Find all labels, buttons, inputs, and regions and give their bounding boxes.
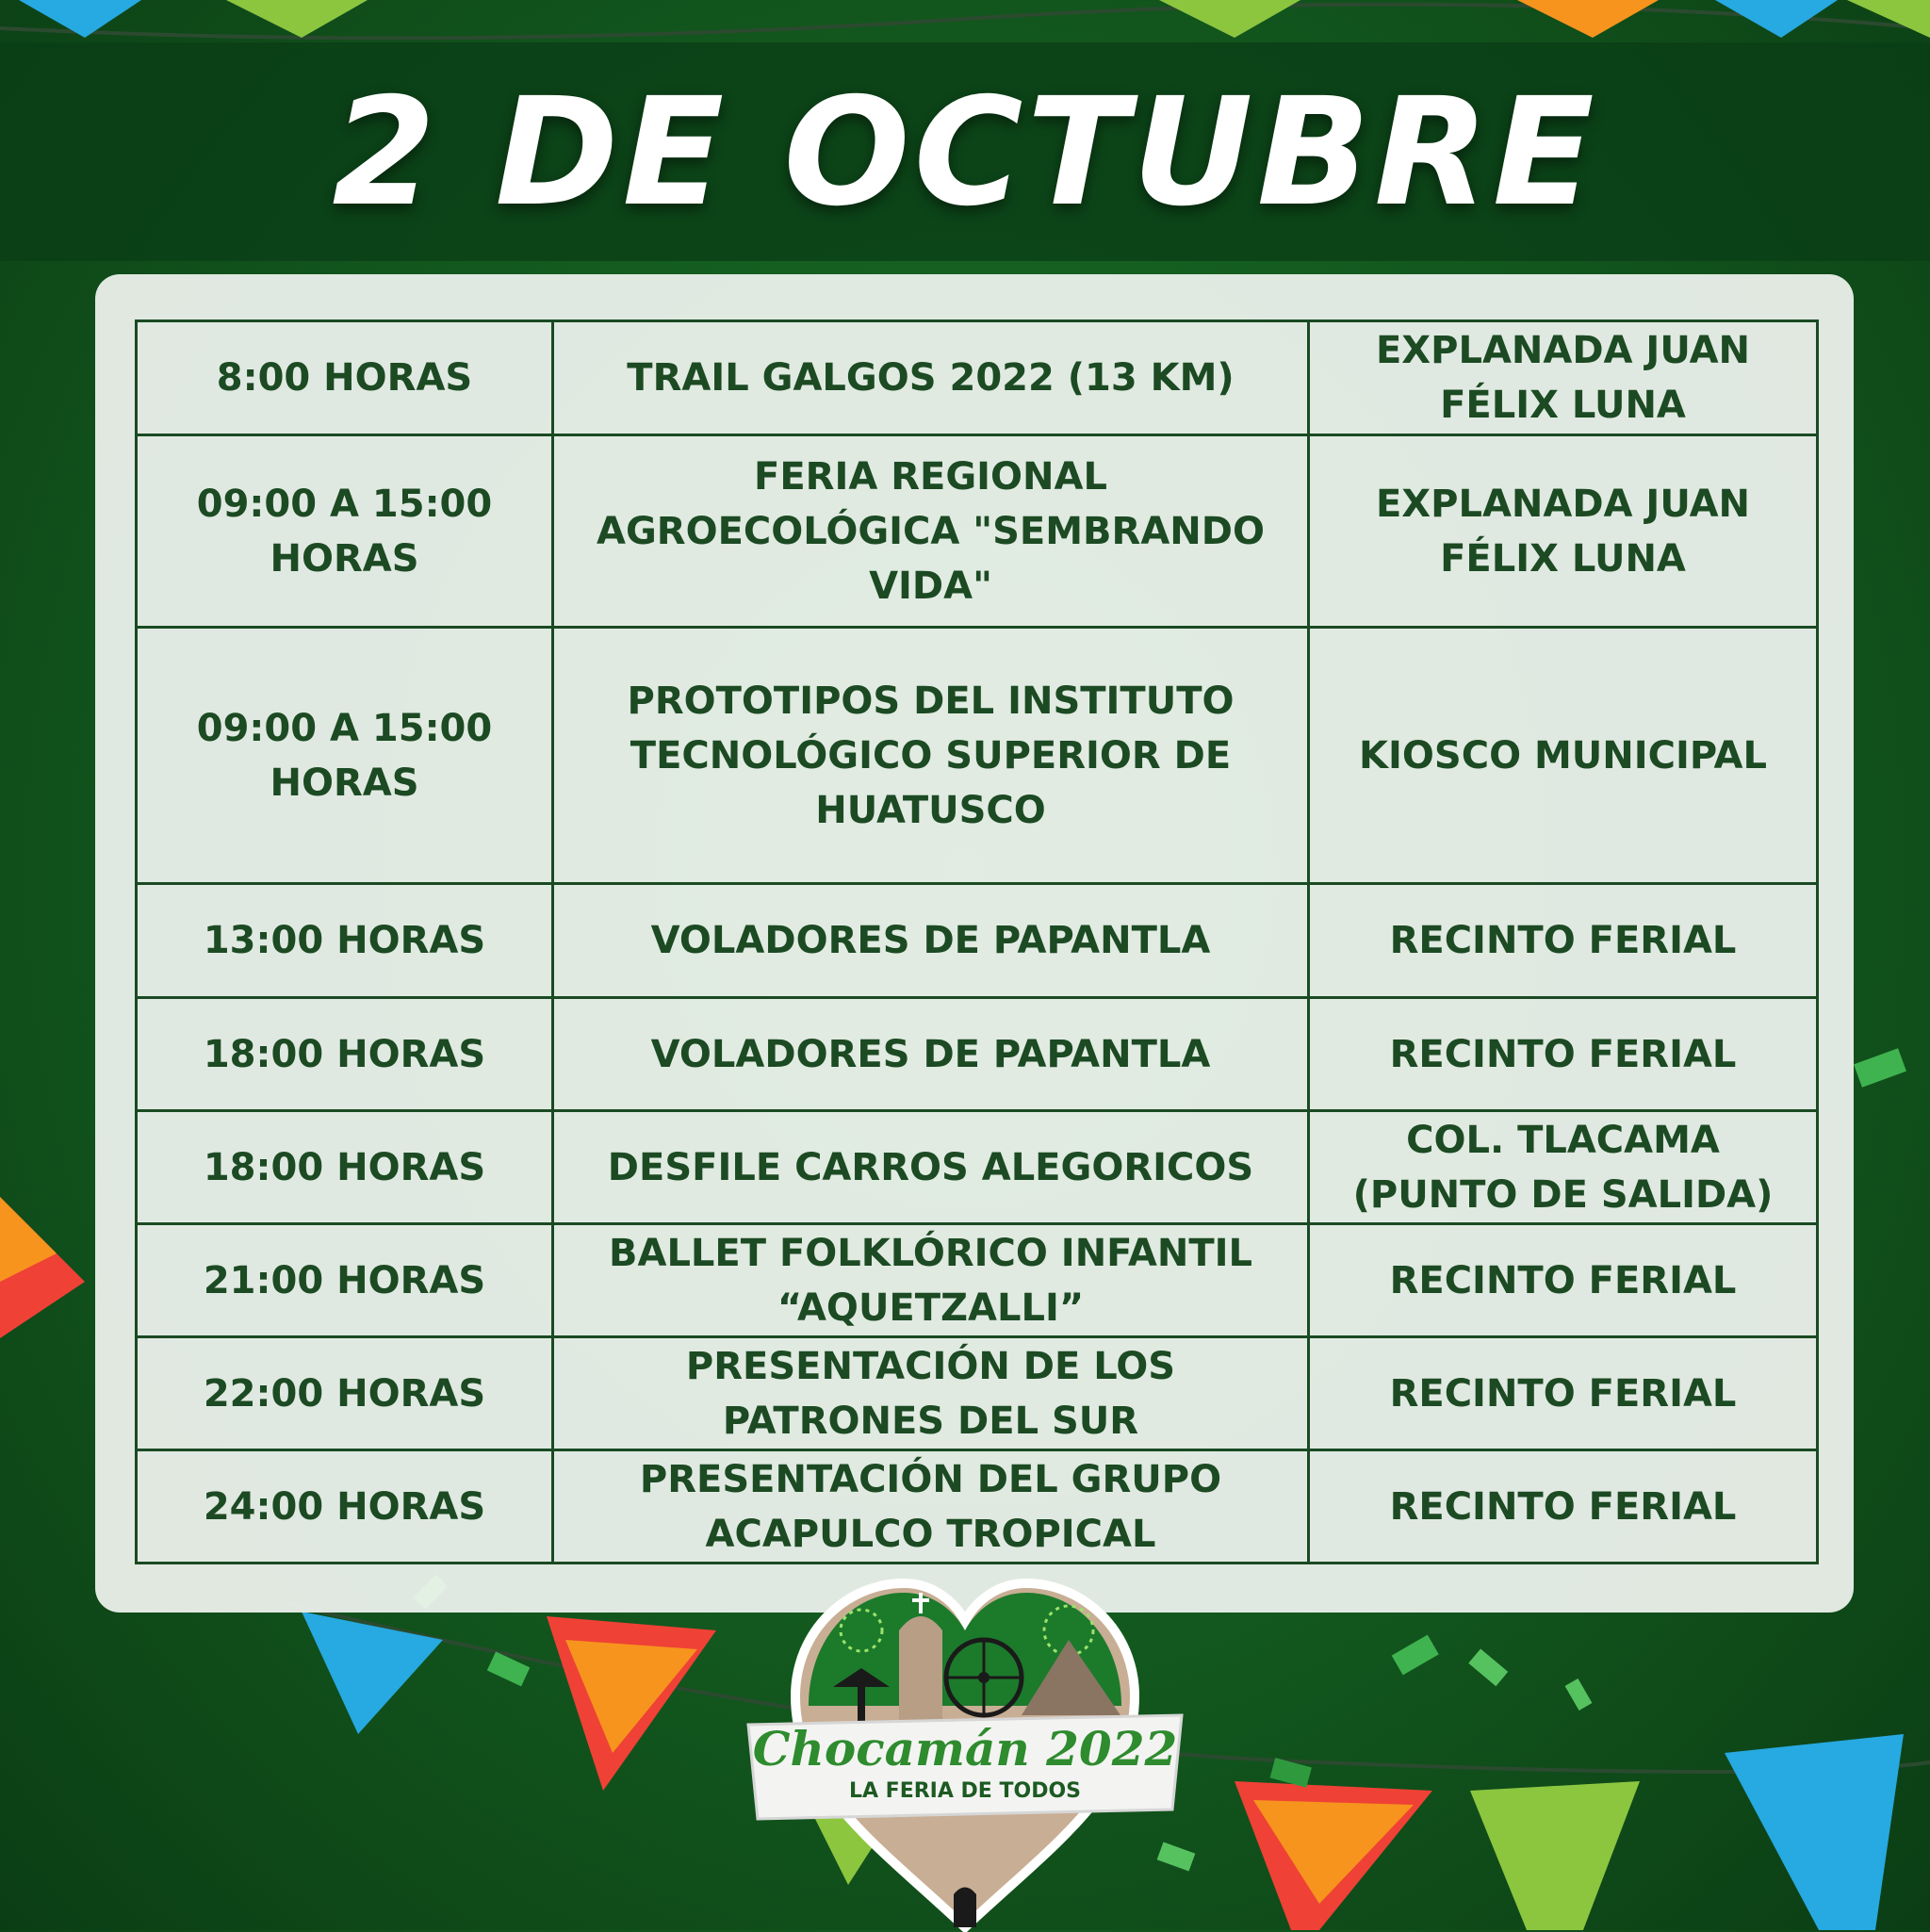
schedule-table <box>135 319 1819 1564</box>
confetti <box>1392 1635 1439 1676</box>
table-row <box>137 321 1818 435</box>
logo-title: Chocamán 2022 <box>752 1721 1178 1776</box>
table-row <box>137 1450 1818 1564</box>
place-cell: RECINTO FERIAL <box>1309 884 1818 998</box>
fair-logo <box>739 1564 1191 1932</box>
table-row <box>137 1337 1818 1450</box>
table-row <box>137 435 1818 628</box>
time-cell: 18:00 HORAS <box>137 998 553 1111</box>
event-cell: PRESENTACIÓN DE LOS PATRONES DEL SUR <box>553 1337 1309 1450</box>
bunting-flag <box>1847 0 1930 38</box>
bunting-flag <box>1159 0 1300 38</box>
time-cell: 21:00 HORAS <box>137 1224 553 1337</box>
table-row <box>137 884 1818 998</box>
confetti <box>1565 1678 1593 1711</box>
place-cell: COL. TLACAMA (PUNTO DE SALIDA) <box>1309 1111 1818 1224</box>
place-cell: RECINTO FERIAL <box>1309 1224 1818 1337</box>
page-title: 2 DE OCTUBRE <box>332 66 1598 239</box>
place-cell: RECINTO FERIAL <box>1309 998 1818 1111</box>
confetti <box>1854 1048 1906 1088</box>
bunting-flag <box>226 0 368 38</box>
table-row <box>137 628 1818 884</box>
event-cell: TRAIL GALGOS 2022 (13 KM) <box>553 321 1309 435</box>
event-cell: FERIA REGIONAL AGROECOLÓGICA "SEMBRANDO VIDA" <box>553 435 1309 628</box>
time-cell: 18:00 HORAS <box>137 1111 553 1224</box>
place-cell: EXPLANADA JUAN FÉLIX LUNA <box>1309 435 1818 628</box>
time-cell: 22:00 HORAS <box>137 1337 553 1450</box>
place-cell: KIOSCO MUNICIPAL <box>1309 628 1818 884</box>
confetti <box>1468 1648 1508 1686</box>
bunting-flag <box>302 1612 443 1734</box>
bunting-flag <box>1470 1781 1640 1930</box>
time-cell: 09:00 A 15:00 HORAS <box>137 628 553 884</box>
time-cell: 13:00 HORAS <box>137 884 553 998</box>
event-cell: PRESENTACIÓN DEL GRUPO ACAPULCO TROPICAL <box>553 1450 1309 1564</box>
table-row <box>137 998 1818 1111</box>
event-cell: PROTOTIPOS DEL INSTITUTO TECNOLÓGICO SUPERIOR DE HUATUSCO <box>553 628 1309 884</box>
table-row <box>137 1224 1818 1337</box>
time-cell: 09:00 A 15:00 HORAS <box>137 435 553 628</box>
place-cell: RECINTO FERIAL <box>1309 1337 1818 1450</box>
event-cell: DESFILE CARROS ALEGORICOS <box>553 1111 1309 1224</box>
place-cell: EXPLANADA JUAN FÉLIX LUNA <box>1309 321 1818 435</box>
time-cell: 8:00 HORAS <box>137 321 553 435</box>
table-row <box>137 1111 1818 1224</box>
bunting-flag <box>1517 0 1659 38</box>
place-cell: RECINTO FERIAL <box>1309 1450 1818 1564</box>
event-cell: BALLET FOLKLÓRICO INFANTIL “AQUETZALLI” <box>553 1224 1309 1337</box>
logo-subtitle: LA FERIA DE TODOS <box>848 1779 1082 1803</box>
bunting-flag <box>1725 1734 1904 1930</box>
event-cell: VOLADORES DE PAPANTLA <box>553 884 1309 998</box>
time-cell: 24:00 HORAS <box>137 1450 553 1564</box>
event-cell: VOLADORES DE PAPANTLA <box>553 998 1309 1111</box>
